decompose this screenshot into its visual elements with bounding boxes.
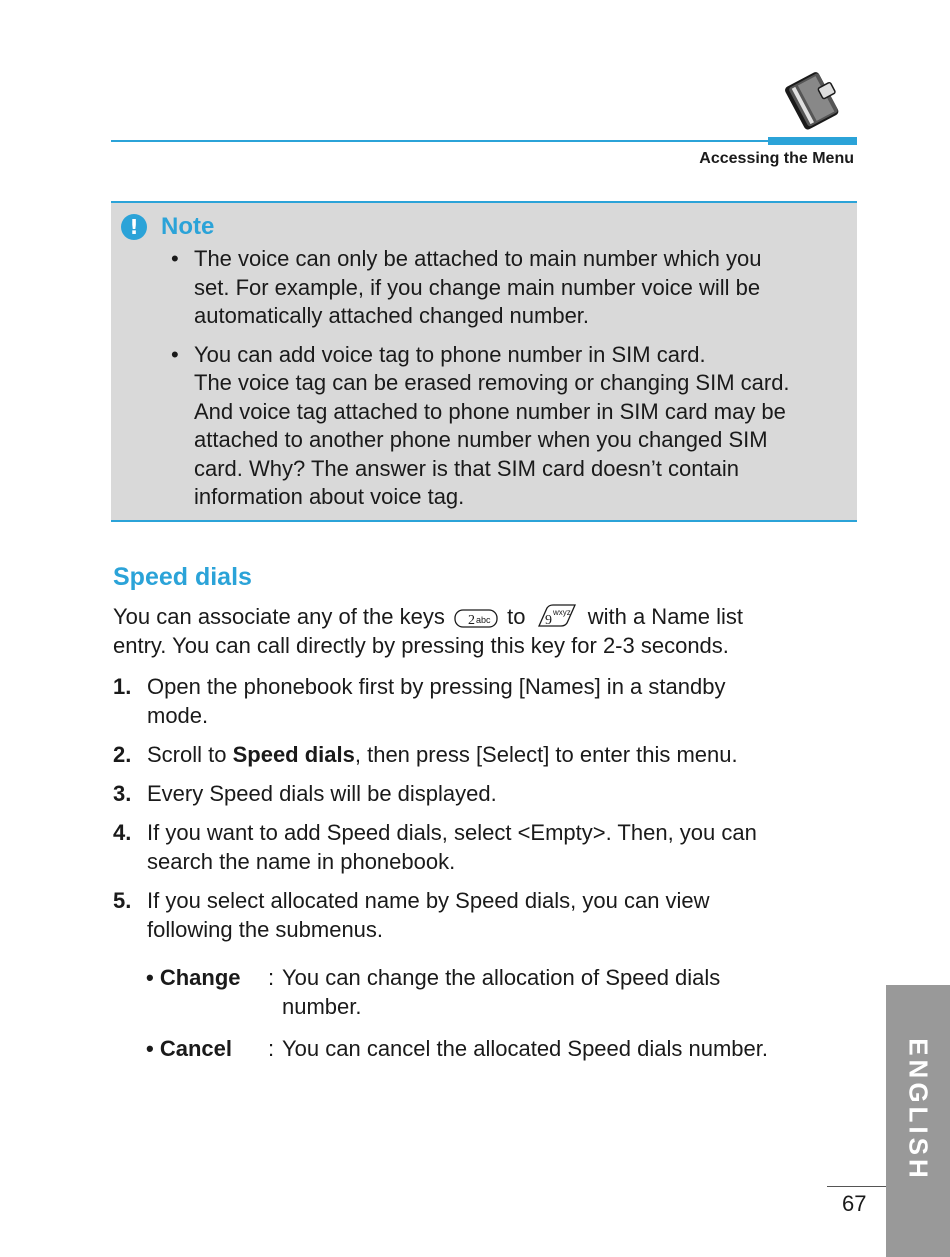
note-line: The voice can only be attached to main number which you [194,246,762,271]
note-line: automatically attached changed number. [194,303,590,328]
language-tab-label: ENGLISH [903,1038,934,1182]
note-bullet [171,341,851,512]
step-bold: Speed dials [232,742,355,767]
submenu-cancel [146,1034,836,1063]
note-bullet [171,245,851,331]
step-text: , then press [Select] to enter this menu. [354,742,738,767]
step-text: mode. [147,703,209,728]
submenu-colon: : [268,965,275,990]
note-box [111,201,857,522]
note-line: card. Why? The answer is that SIM card doesn’t contain [194,455,739,481]
key-2-letters: abc [475,615,491,626]
step-text: following the submenus. [147,917,384,942]
book-icon [782,66,844,132]
step-number: 1. [113,674,132,699]
submenu-desc-line: You can cancel the allocated Speed dials number. [282,1036,768,1061]
step-text: search the name in phonebook. [147,849,456,874]
step-text: Scroll to [147,742,233,767]
note-title: Note [161,213,215,240]
step-number: 3. [113,781,132,806]
step-item [113,672,843,730]
page-number: 67 [842,1191,867,1216]
header-rule [111,140,857,142]
submenu-change [146,963,836,1021]
bullet-dot: • [171,246,179,271]
bullet-dot: • [171,341,179,367]
step-number: 5. [113,888,132,913]
page-number-rule [827,1186,886,1187]
note-list [171,245,851,522]
key-2-icon [454,608,498,628]
step-text: Open the phonebook first by pressing [Names] in a standby [147,674,726,699]
submenu-desc [282,963,836,1021]
step-item [113,886,843,944]
note-line: set. For example, if you change main number voice will be [194,274,761,300]
note-line: The voice tag can be erased removing or changing SIM card. [194,370,790,395]
steps-list [113,672,843,954]
intro-text-2: with a Name list [587,604,743,629]
note-line: information about voice tag. [194,484,465,509]
step-number: 2. [113,742,132,767]
submenu-colon: : [268,1036,275,1061]
submenu-desc-line: You can change the allocation of Speed dials [282,965,721,990]
step-text: If you want to add Speed dials, select <Empty>. Then, you can [147,820,757,845]
intro-text: You can associate any of the keys [113,604,445,629]
exclamation-icon: ! [121,214,147,240]
header-rule-accent [768,137,857,145]
note-line: And voice tag attached to phone number in SIM card may be [194,398,786,424]
step-item [113,740,843,769]
submenu-label: • Cancel [146,1036,232,1061]
step-text: Every Speed dials will be displayed. [147,781,497,806]
submenu-desc [282,1034,836,1063]
step-text: If you select allocated name by Speed dials, you can view [147,888,710,913]
key-9-letters: wxyz [552,608,571,618]
speed-dials-heading: Speed dials [113,563,252,591]
step-item [113,818,843,876]
step-item [113,779,843,808]
section-title: Accessing the Menu [699,150,854,167]
submenu-desc-line: number. [282,994,362,1019]
intro-to: to [507,604,526,629]
intro-line-2: entry. You can call directly by pressing this key for 2-3 seconds. [113,633,729,658]
key-2-digit: 2 [467,613,475,629]
submenu-label: • Change [146,965,241,990]
language-tab [886,985,950,1257]
key-9-digit: 9 [544,613,552,629]
note-header [121,213,214,241]
key-9-icon [535,608,579,628]
note-line: attached to another phone number when you changed SIM [194,427,768,452]
step-number: 4. [113,820,132,845]
speed-dials-intro [113,602,833,660]
note-line: You can add voice tag to phone number in SIM card. [194,341,706,367]
